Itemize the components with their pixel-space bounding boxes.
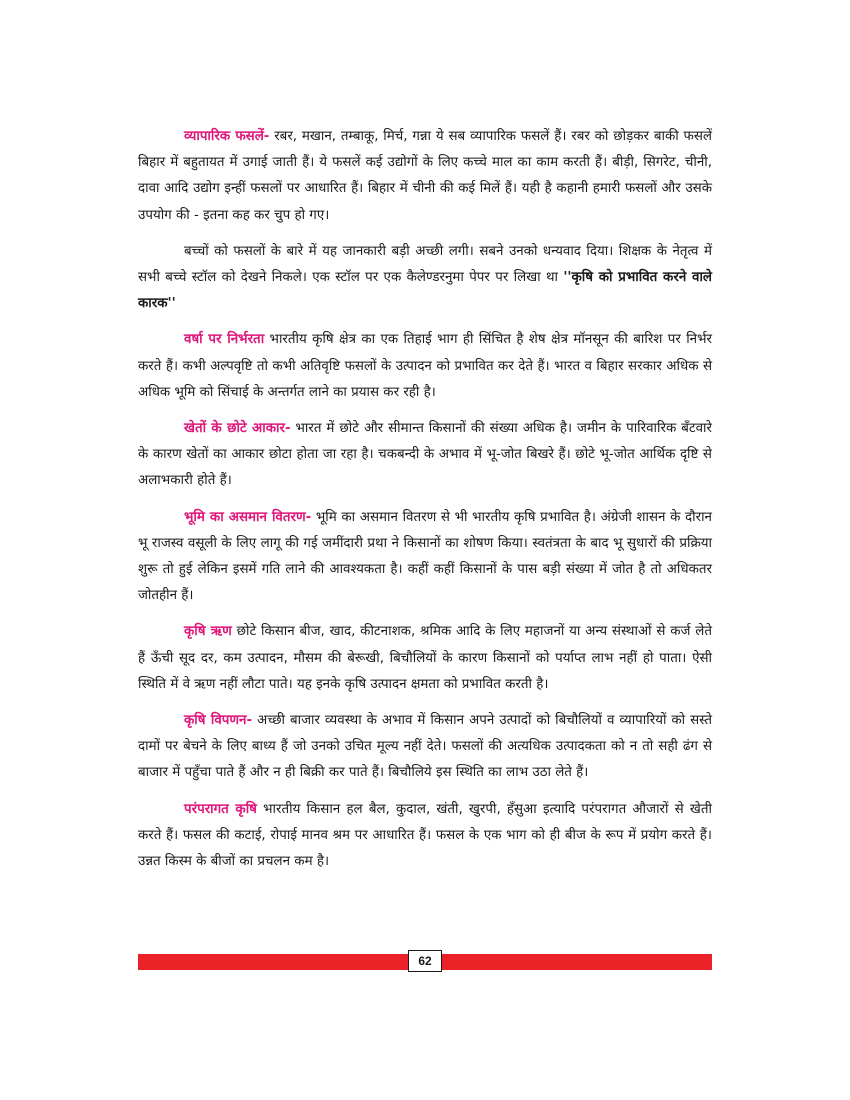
paragraph-heading: खेतों के छोटे आकार- [184,421,291,437]
quoted-title: ''कृषि को प्रभावित करने वाले कारक'' [138,270,712,312]
paragraph-heading: कृषि विपणन- [184,713,253,729]
page-number-text: 62 [418,954,432,968]
paragraph-heading: व्यापारिक फसलें- [184,129,270,144]
paragraph-heading: कृषि ऋण [184,624,232,640]
paragraph-agri-marketing [138,708,712,787]
paragraph-traditional-farming [138,797,712,876]
page-body [138,124,712,885]
paragraph-text: बच्चों को फसलों के बारे में यह जानकारी बड़ी अच्छी लगी। सबने उनको धन्यवाद दिया। शिक्षक के नेतृत्व में सभी बच्चे स्टॉल को देखने निकले। एक स्टॉल पर एक कैलेण्डरनुमा पेपर पर लिखा था [138,243,712,286]
paragraph-heading: भूमि का असमान वितरण- [184,509,312,525]
page-number [408,950,442,972]
paragraph-text: रबर, मखान, तम्बाकू, मिर्च, गन्ना ये सब व्यापारिक फसलें हैं। रबर को छोड़कर बाकी फसलें बिहार में बहुतायत में उगाई जाती हैं। ये फसलें कई उद्योगों के लिए कच्चे माल का काम करती हैं। बीड़ी, सिगरेट, चीनी, दावा आदि उद्योग इन्हीं फसलों पर आधारित हैं। बिहार में चीनी की कई मिलें हैं। यही है कहानी हमारी फसलों और उसके उपयोग की - इतना कह कर चुप हो गए। [138,129,712,223]
paragraph-heading: वर्षा पर निर्भरता [184,332,265,348]
paragraph-land-distribution [138,505,712,610]
paragraph-text: अच्छी बाजार व्यवस्था के अभाव में किसान अपने उत्पादों को बिचौलियों व व्यापारियों को सस्ते दामों पर बेचने के लिए बाध्य हैं जो उनको उचित मूल्य नहीं देते। फसलों की अत्यधिक उत्पादकता को न तो सही ढंग से बाजार में पहुँचा पाते हैं और न ही बिक्री कर पाते हैं। बिचौलिये इस स्थिति का लाभ उठा लेते हैं। [138,713,712,781]
paragraph-agri-credit [138,619,712,698]
paragraph-text: भारतीय कृषि क्षेत्र का एक तिहाई भाग ही सिंचित है शेष क्षेत्र मॉनसून की बारिश पर निर्भर करते हैं। कभी अल्पवृष्टि तो कभी अतिवृष्टि फसलों के उत्पादन को प्रभावित कर देते हैं। भारत व बिहार सरकार अधिक से अधिक भूमि को सिंचाई के अन्तर्गत लाने का प्रयास कर रही है। [138,332,712,400]
paragraph-text: भारत में छोटे और सीमान्त किसानों की संख्या अधिक है। जमीन के पारिवारिक बँटवारे के कारण खेतों का आकार छोटा होता जा रहा है। चकबन्दी के अभाव में भू-जोत बिखरे हैं। छोटे भू-जोत आर्थिक दृष्टि से अलाभकारी होते हैं। [138,421,712,489]
paragraph-text: भारतीय किसान हल बैल, कुदाल, खंती, खुरपी, हँसुआ इत्यादि परंपरागत औजारों से खेती करते हैं। फसल की कटाई, रोपाई मानव श्रम पर आधारित हैं। फसल के एक भाग को ही बीज के रूप में प्रयोग करते हैं। उन्नत किस्म के बीजों का प्रचलन कम है। [138,801,712,870]
paragraph-text: छोटे किसान बीज, खाद, कीटनाशक, श्रमिक आदि के लिए महाजनों या अन्य संस्थाओं से कर्ज लेते हैं ऊँची सूद दर, कम उत्पादन, मौसम की बेरूखी, बिचौलियों के कारण किसानों को पर्याप्त लाभ नहीं हो पाता। ऐसी स्थिति में वे ऋण नहीं लौटा पाते। यह इनके कृषि उत्पादन क्षमता को प्रभावित करती है। [138,624,712,692]
paragraph-heading: परंपरागत कृषि [184,801,257,817]
paragraph-small-farms [138,416,712,495]
paragraph-rain-dependence [138,327,712,406]
paragraph-stall-visit [138,239,712,318]
paragraph-text: भूमि का असमान वितरण से भी भारतीय कृषि प्रभावित है। अंग्रेजी शासन के दौरान भू राजस्व वसूली के लिए लागू की गई जमींदारी प्रथा ने किसानों का शोषण किया। स्वतंत्रता के बाद भू सुधारों की प्रक्रिया शुरू तो हुई लेकिन इसमें गति लाने की आवश्यकता है। कहीं कहीं किसानों के पास बड़ी संख्या में जोत है तो अधिकतर जोतहीन हैं। [138,509,712,604]
paragraph-commercial-crops [138,124,712,229]
